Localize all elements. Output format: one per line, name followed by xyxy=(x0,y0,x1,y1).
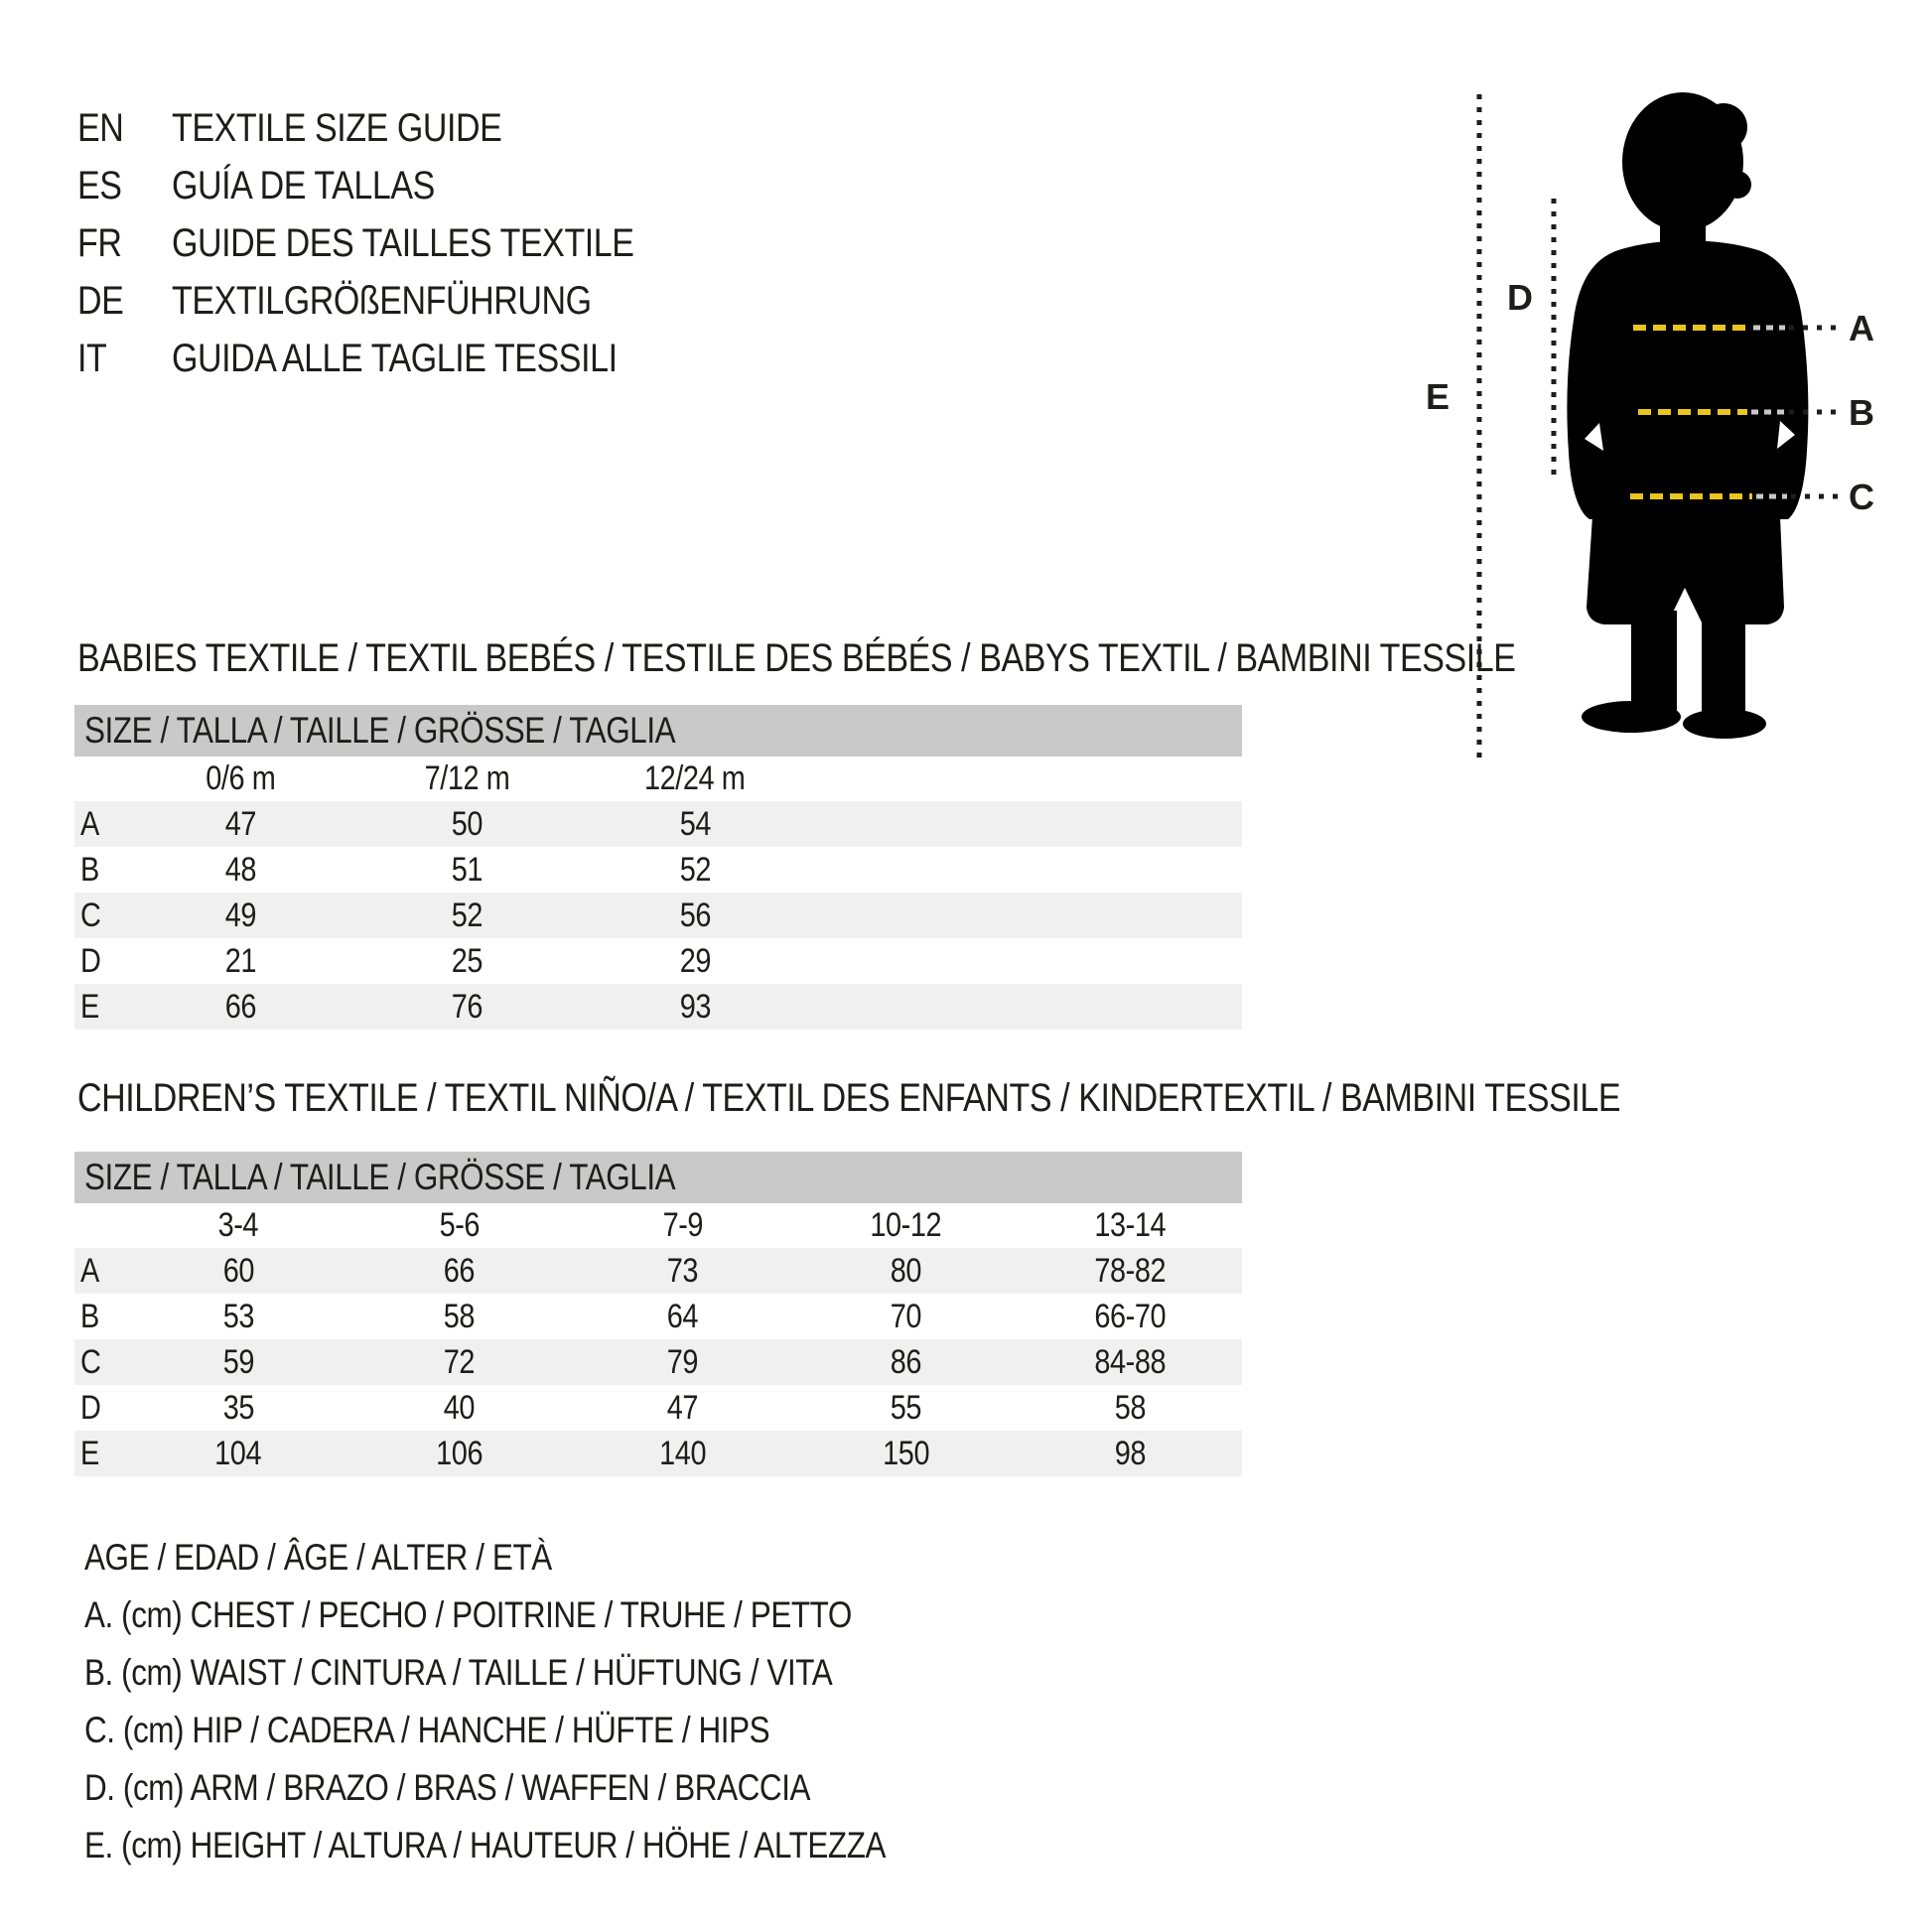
table-cell: 49 xyxy=(224,896,257,934)
lang-code-en-text: EN xyxy=(77,106,124,150)
table-cell: 55 xyxy=(890,1388,922,1427)
table-cell: 98 xyxy=(1114,1434,1146,1472)
table-cell: 73 xyxy=(666,1251,699,1290)
lang-title-fr-text: GUIDE DES TAILLES TEXTILE xyxy=(172,221,634,265)
children-row-b xyxy=(74,1294,1242,1339)
table-cell: 140 xyxy=(659,1434,706,1472)
children-col-3: 10-12 xyxy=(870,1206,942,1244)
table-cell: 86 xyxy=(890,1342,922,1381)
row-label: D xyxy=(80,1388,101,1427)
babies-row-c xyxy=(74,893,1242,938)
figure-label-e: E xyxy=(1426,376,1450,417)
table-cell: 66-70 xyxy=(1094,1297,1166,1335)
table-cell: 150 xyxy=(883,1434,929,1472)
babies-col-2: 12/24 m xyxy=(644,759,746,797)
lang-title-de-text: TEXTILGRÖßENFÜHRUNG xyxy=(172,279,592,323)
row-label: D xyxy=(80,941,101,980)
legend-height: E. (cm) HEIGHT / ALTURA / HAUTEUR / HÖHE / ALTEZZA xyxy=(84,1825,887,1865)
table-cell: 53 xyxy=(222,1297,254,1335)
lang-code-en xyxy=(77,99,172,157)
row-label: E xyxy=(80,987,99,1026)
children-row-a xyxy=(74,1248,1242,1294)
lang-code-it xyxy=(77,330,172,387)
table-cell: 70 xyxy=(890,1297,922,1335)
table-cell: 104 xyxy=(214,1434,262,1472)
table-cell: 48 xyxy=(224,850,257,889)
lang-title-it xyxy=(172,330,716,387)
children-row-d xyxy=(74,1385,1242,1431)
babies-size-header-bar xyxy=(74,705,1242,757)
children-size-header-bar xyxy=(74,1152,1242,1203)
table-cell: 59 xyxy=(222,1342,254,1381)
figure-label-a: A xyxy=(1849,308,1874,348)
babies-row-d xyxy=(74,938,1242,984)
lang-title-de xyxy=(172,272,716,330)
table-cell: 47 xyxy=(224,804,257,843)
table-cell: 93 xyxy=(679,987,711,1026)
table-cell: 21 xyxy=(224,941,257,980)
legend-chest: A. (cm) CHEST / PECHO / POITRINE / TRUHE / PETTO xyxy=(84,1594,852,1635)
table-cell: 25 xyxy=(451,941,483,980)
table-cell: 54 xyxy=(679,804,711,843)
row-label: E xyxy=(80,1434,99,1472)
babies-row-a xyxy=(74,801,1242,847)
table-cell: 58 xyxy=(1114,1388,1146,1427)
table-cell: 64 xyxy=(666,1297,699,1335)
lang-code-fr-text: FR xyxy=(77,221,122,265)
row-label: B xyxy=(80,1297,99,1335)
babies-row-e xyxy=(74,984,1242,1030)
lang-code-it-text: IT xyxy=(77,337,107,380)
row-label: C xyxy=(80,1342,101,1381)
legend-waist: B. (cm) WAIST / CINTURA / TAILLE / HÜFTUNG / VITA xyxy=(84,1652,833,1693)
babies-row-b xyxy=(74,847,1242,893)
children-size-header-text: SIZE / TALLA / TAILLE / GRÖSSE / TAGLIA xyxy=(84,1157,676,1197)
table-cell: 58 xyxy=(443,1297,476,1335)
figure-label-c: C xyxy=(1849,477,1874,517)
figure-label-b: B xyxy=(1849,392,1874,433)
children-col-2: 7-9 xyxy=(662,1206,703,1244)
lang-title-en-text: TEXTILE SIZE GUIDE xyxy=(172,106,502,150)
table-cell: 72 xyxy=(443,1342,476,1381)
figure-label-d: D xyxy=(1507,277,1533,318)
legend-arm: D. (cm) ARM / BRAZO / BRAS / WAFFEN / BRACCIA xyxy=(84,1767,811,1808)
table-cell: 52 xyxy=(451,896,483,934)
table-cell: 66 xyxy=(224,987,257,1026)
children-col-4: 13-14 xyxy=(1094,1206,1166,1244)
row-label: A xyxy=(80,804,99,843)
table-cell: 51 xyxy=(451,850,483,889)
children-heading-text: CHILDREN’S TEXTILE / TEXTIL NIÑO/A / TEXTIL DES ENFANTS / KINDERTEXTIL / BAMBINI TESSILE xyxy=(77,1076,1621,1120)
children-section-heading xyxy=(77,1078,1892,1118)
table-cell: 40 xyxy=(443,1388,476,1427)
legend-hip: C. (cm) HIP / CADERA / HANCHE / HÜFTE / HIPS xyxy=(84,1710,770,1750)
babies-heading-text: BABIES TEXTILE / TEXTIL BEBÉS / TESTILE DES BÉBÉS / BABYS TEXTIL / BAMBINI TESSILE xyxy=(77,636,1516,680)
language-legend xyxy=(77,99,716,387)
babies-col-0: 0/6 m xyxy=(206,759,276,797)
measurement-figure xyxy=(1390,60,1932,794)
babies-section-heading xyxy=(77,638,1769,678)
lang-title-it-text: GUIDA ALLE TAGLIE TESSILI xyxy=(172,337,618,380)
lang-code-es xyxy=(77,157,172,214)
babies-column-header-row xyxy=(74,757,1242,801)
lang-code-de-text: DE xyxy=(77,279,124,323)
table-cell: 79 xyxy=(666,1342,699,1381)
row-label: C xyxy=(80,896,101,934)
babies-col-1: 7/12 m xyxy=(424,759,509,797)
children-col-1: 5-6 xyxy=(439,1206,480,1244)
table-cell: 56 xyxy=(679,896,711,934)
table-cell: 29 xyxy=(679,941,711,980)
table-cell: 60 xyxy=(222,1251,254,1290)
measurement-legend xyxy=(84,1529,1027,1874)
row-label: A xyxy=(80,1251,99,1290)
table-cell: 47 xyxy=(666,1388,699,1427)
table-cell: 80 xyxy=(890,1251,922,1290)
children-size-table xyxy=(74,1152,1242,1476)
lang-title-en xyxy=(172,99,716,157)
table-cell: 52 xyxy=(679,850,711,889)
lang-title-es xyxy=(172,157,716,214)
lang-title-fr xyxy=(172,214,716,272)
babies-size-header-text: SIZE / TALLA / TAILLE / GRÖSSE / TAGLIA xyxy=(84,710,676,751)
babies-size-table xyxy=(74,705,1242,1030)
row-label: B xyxy=(80,850,99,889)
legend-age: AGE / EDAD / ÂGE / ALTER / ETÀ xyxy=(84,1537,552,1578)
lang-code-de xyxy=(77,272,172,330)
table-cell: 106 xyxy=(436,1434,483,1472)
children-row-c xyxy=(74,1339,1242,1385)
table-cell: 84-88 xyxy=(1094,1342,1166,1381)
table-cell: 66 xyxy=(443,1251,476,1290)
table-cell: 35 xyxy=(222,1388,254,1427)
children-row-e xyxy=(74,1431,1242,1476)
table-cell: 78-82 xyxy=(1094,1251,1166,1290)
lang-title-es-text: GUÍA DE TALLAS xyxy=(172,164,435,207)
table-cell: 76 xyxy=(451,987,483,1026)
children-col-0: 3-4 xyxy=(217,1206,259,1244)
lang-code-fr xyxy=(77,214,172,272)
children-column-header-row xyxy=(74,1203,1242,1248)
lang-code-es-text: ES xyxy=(77,164,122,207)
table-cell: 50 xyxy=(451,804,483,843)
